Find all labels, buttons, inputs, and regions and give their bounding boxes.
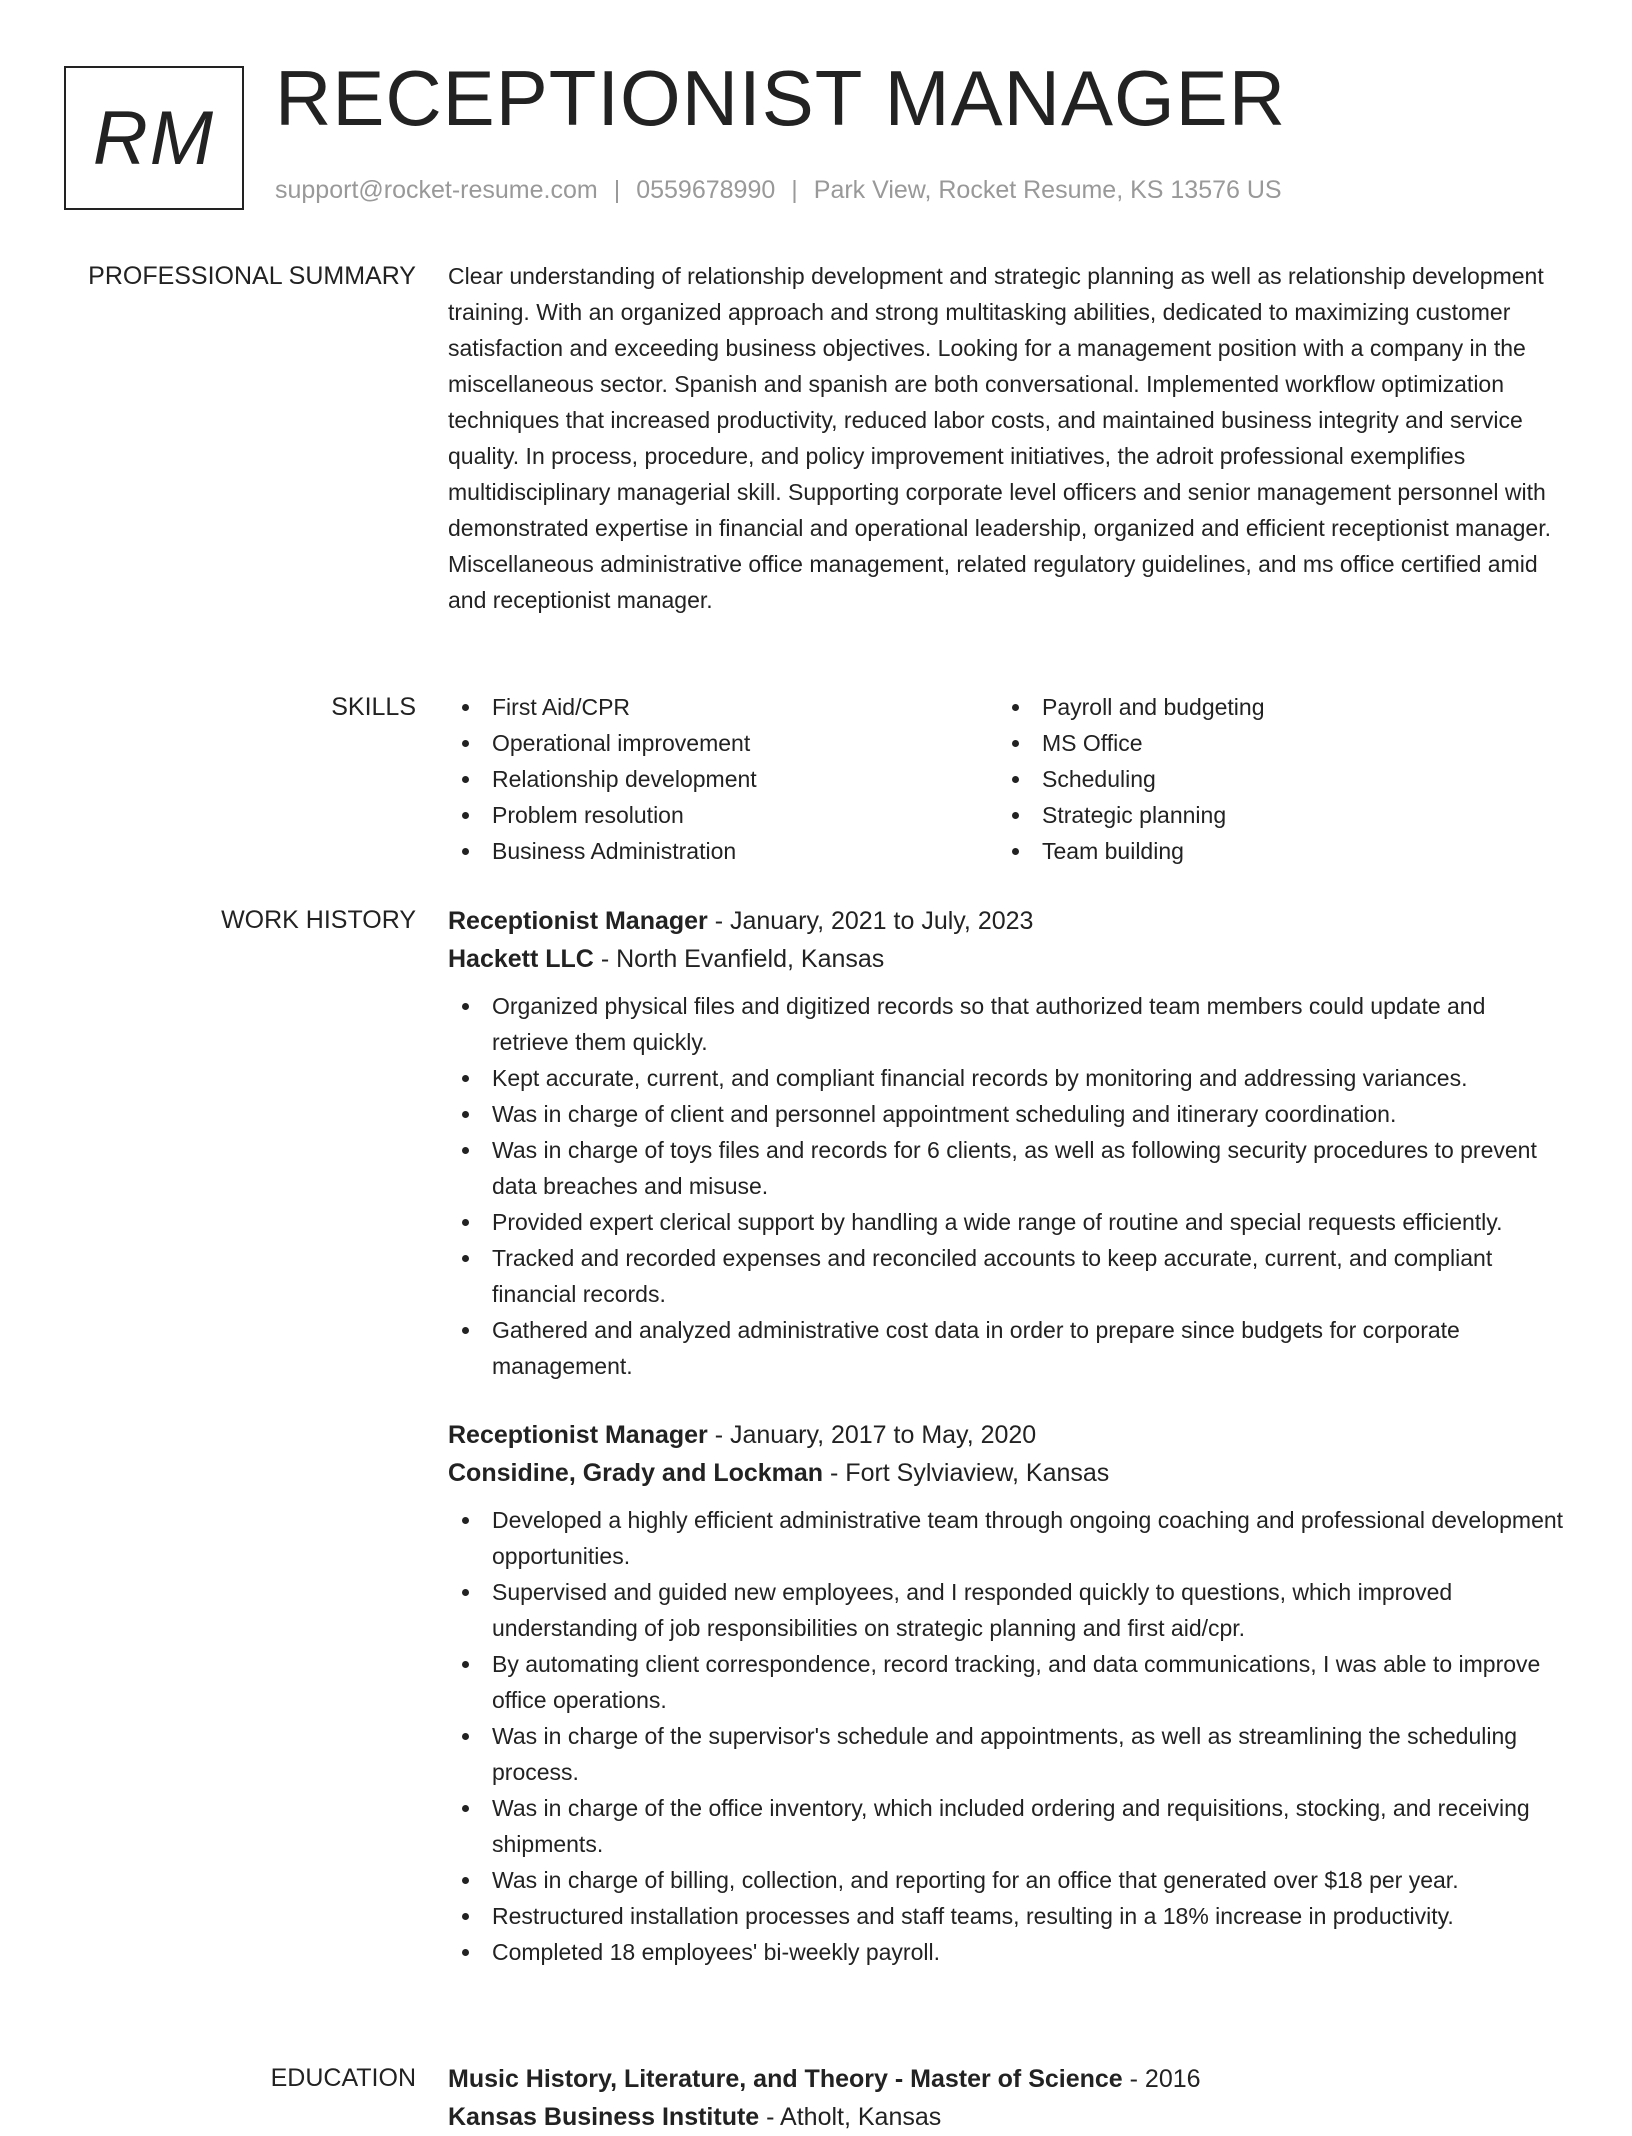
- skills-grid: [448, 689, 1568, 869]
- company-line: [448, 1454, 1568, 1492]
- job-bullet: Organized physical files and digitized records so that authorized team members could update and retrieve them quickly.: [448, 988, 1568, 1060]
- skills-list-right: [998, 689, 1548, 869]
- skill-item: Team building: [998, 833, 1548, 869]
- job-bullet: Was in charge of the office inventory, which included ordering and requisitions, stocking, and receiving shipments.: [448, 1790, 1568, 1862]
- work-label: WORK HISTORY: [221, 906, 416, 934]
- job-title: Receptionist Manager: [448, 1421, 708, 1449]
- skill-item: Operational improvement: [448, 725, 998, 761]
- job-bullet: Supervised and guided new employees, and I responded quickly to questions, which improved understanding of job responsibilities on strategic planning and first aid/cpr.: [448, 1574, 1568, 1646]
- job-bullets: [448, 1502, 1568, 1970]
- job-bullet: Was in charge of the supervisor's schedule and appointments, as well as streamlining the scheduling process.: [448, 1718, 1568, 1790]
- resume-name: RECEPTIONIST MANAGER: [275, 54, 1287, 142]
- skill-item: Business Administration: [448, 833, 998, 869]
- job-bullet: Completed 18 employees' bi-weekly payroll.: [448, 1934, 1568, 1970]
- school-name: Kansas Business Institute: [448, 2103, 760, 2131]
- contact-phone: 0559678990: [636, 176, 776, 204]
- contact-address: Park View, Rocket Resume, KS 13576 US: [813, 176, 1282, 204]
- work-content: [448, 902, 1568, 2002]
- contact-separator: |: [791, 176, 798, 204]
- skills-label: SKILLS: [331, 693, 416, 721]
- summary-content: [448, 258, 1568, 618]
- job-title: Receptionist Manager: [448, 907, 708, 935]
- job-bullet: Restructured installation processes and staff teams, resulting in a 18% increase in productivity.: [448, 1898, 1568, 1934]
- job-bullet: Was in charge of billing, collection, and reporting for an office that generated over $18 per year.: [448, 1862, 1568, 1898]
- job-dates: - January, 2017 to May, 2020: [707, 1421, 1037, 1449]
- skills-content: [448, 689, 1568, 869]
- skill-item: First Aid/CPR: [448, 689, 998, 725]
- skill-item: Problem resolution: [448, 797, 998, 833]
- job-title-line: [448, 1416, 1568, 1454]
- job-entry: [448, 902, 1568, 1384]
- job-bullet: Kept accurate, current, and compliant financial records by monitoring and addressing variances.: [448, 1060, 1568, 1096]
- degree-line: [448, 2060, 1568, 2098]
- job-entry: [448, 1416, 1568, 1970]
- contact-line: [275, 176, 1282, 205]
- degree-name: Music History, Literature, and Theory - Master of Science: [448, 2065, 1123, 2093]
- job-bullets: [448, 988, 1568, 1384]
- school-line: [448, 2098, 1568, 2136]
- job-bullet: Provided expert clerical support by handling a wide range of routine and special requests efficiently.: [448, 1204, 1568, 1240]
- degree-year: - 2016: [1122, 2065, 1201, 2093]
- company-name: Considine, Grady and Lockman: [448, 1459, 824, 1487]
- skill-item: Strategic planning: [998, 797, 1548, 833]
- education-content: [448, 2060, 1568, 2136]
- skill-item: Relationship development: [448, 761, 998, 797]
- skills-list-left: [448, 689, 998, 869]
- company-location: - North Evanfield, Kansas: [593, 945, 885, 973]
- company-name: Hackett LLC: [448, 945, 594, 973]
- job-bullet: Was in charge of toys files and records for 6 clients, as well as following security procedures to prevent data breaches and misuse.: [448, 1132, 1568, 1204]
- school-location: - Atholt, Kansas: [759, 2103, 942, 2131]
- summary-label: PROFESSIONAL SUMMARY: [88, 262, 416, 290]
- summary-text: Clear understanding of relationship development and strategic planning as well as relationship development training. With an organized approach and strong multitasking abilities, dedicated to maximizing customer satisfaction and exceeding business objectives. Looking for a management position with a company in the miscellaneous sector. Spanish and spanish are both conversational. Implemented workflow optimization techniques that increased productivity, reduced labor costs, and maintained business integrity and service quality. In process, procedure, and policy improvement initiatives, the adroit professional exemplifies multidisciplinary managerial skill. Supporting corporate level officers and senior management personnel with demonstrated expertise in financial and operational leadership, organized and efficient receptionist manager. Miscellaneous administrative office management, related regulatory guidelines, and ms office certified amid and receptionist manager.: [448, 263, 1552, 613]
- job-bullet: Gathered and analyzed administrative cost data in order to prepare since budgets for corporate management.: [448, 1312, 1568, 1384]
- education-label: EDUCATION: [270, 2064, 416, 2092]
- monogram-logo: RM: [64, 66, 244, 210]
- job-title-line: [448, 902, 1568, 940]
- contact-separator: |: [613, 176, 621, 204]
- contact-email: support@rocket-resume.com: [275, 176, 598, 204]
- skill-item: Payroll and budgeting: [998, 689, 1548, 725]
- job-bullet: Developed a highly efficient administrative team through ongoing coaching and professional development opportunities.: [448, 1502, 1568, 1574]
- skill-item: MS Office: [998, 725, 1548, 761]
- skill-item: Scheduling: [998, 761, 1548, 797]
- company-line: [448, 940, 1568, 978]
- job-dates: - January, 2021 to July, 2023: [707, 907, 1034, 935]
- job-bullet: Tracked and recorded expenses and reconciled accounts to keep accurate, current, and compliant financial records.: [448, 1240, 1568, 1312]
- job-bullet: Was in charge of client and personnel appointment scheduling and itinerary coordination.: [448, 1096, 1568, 1132]
- job-bullet: By automating client correspondence, record tracking, and data communications, I was able to improve office operations.: [448, 1646, 1568, 1718]
- company-location: - Fort Sylviaview, Kansas: [823, 1459, 1110, 1487]
